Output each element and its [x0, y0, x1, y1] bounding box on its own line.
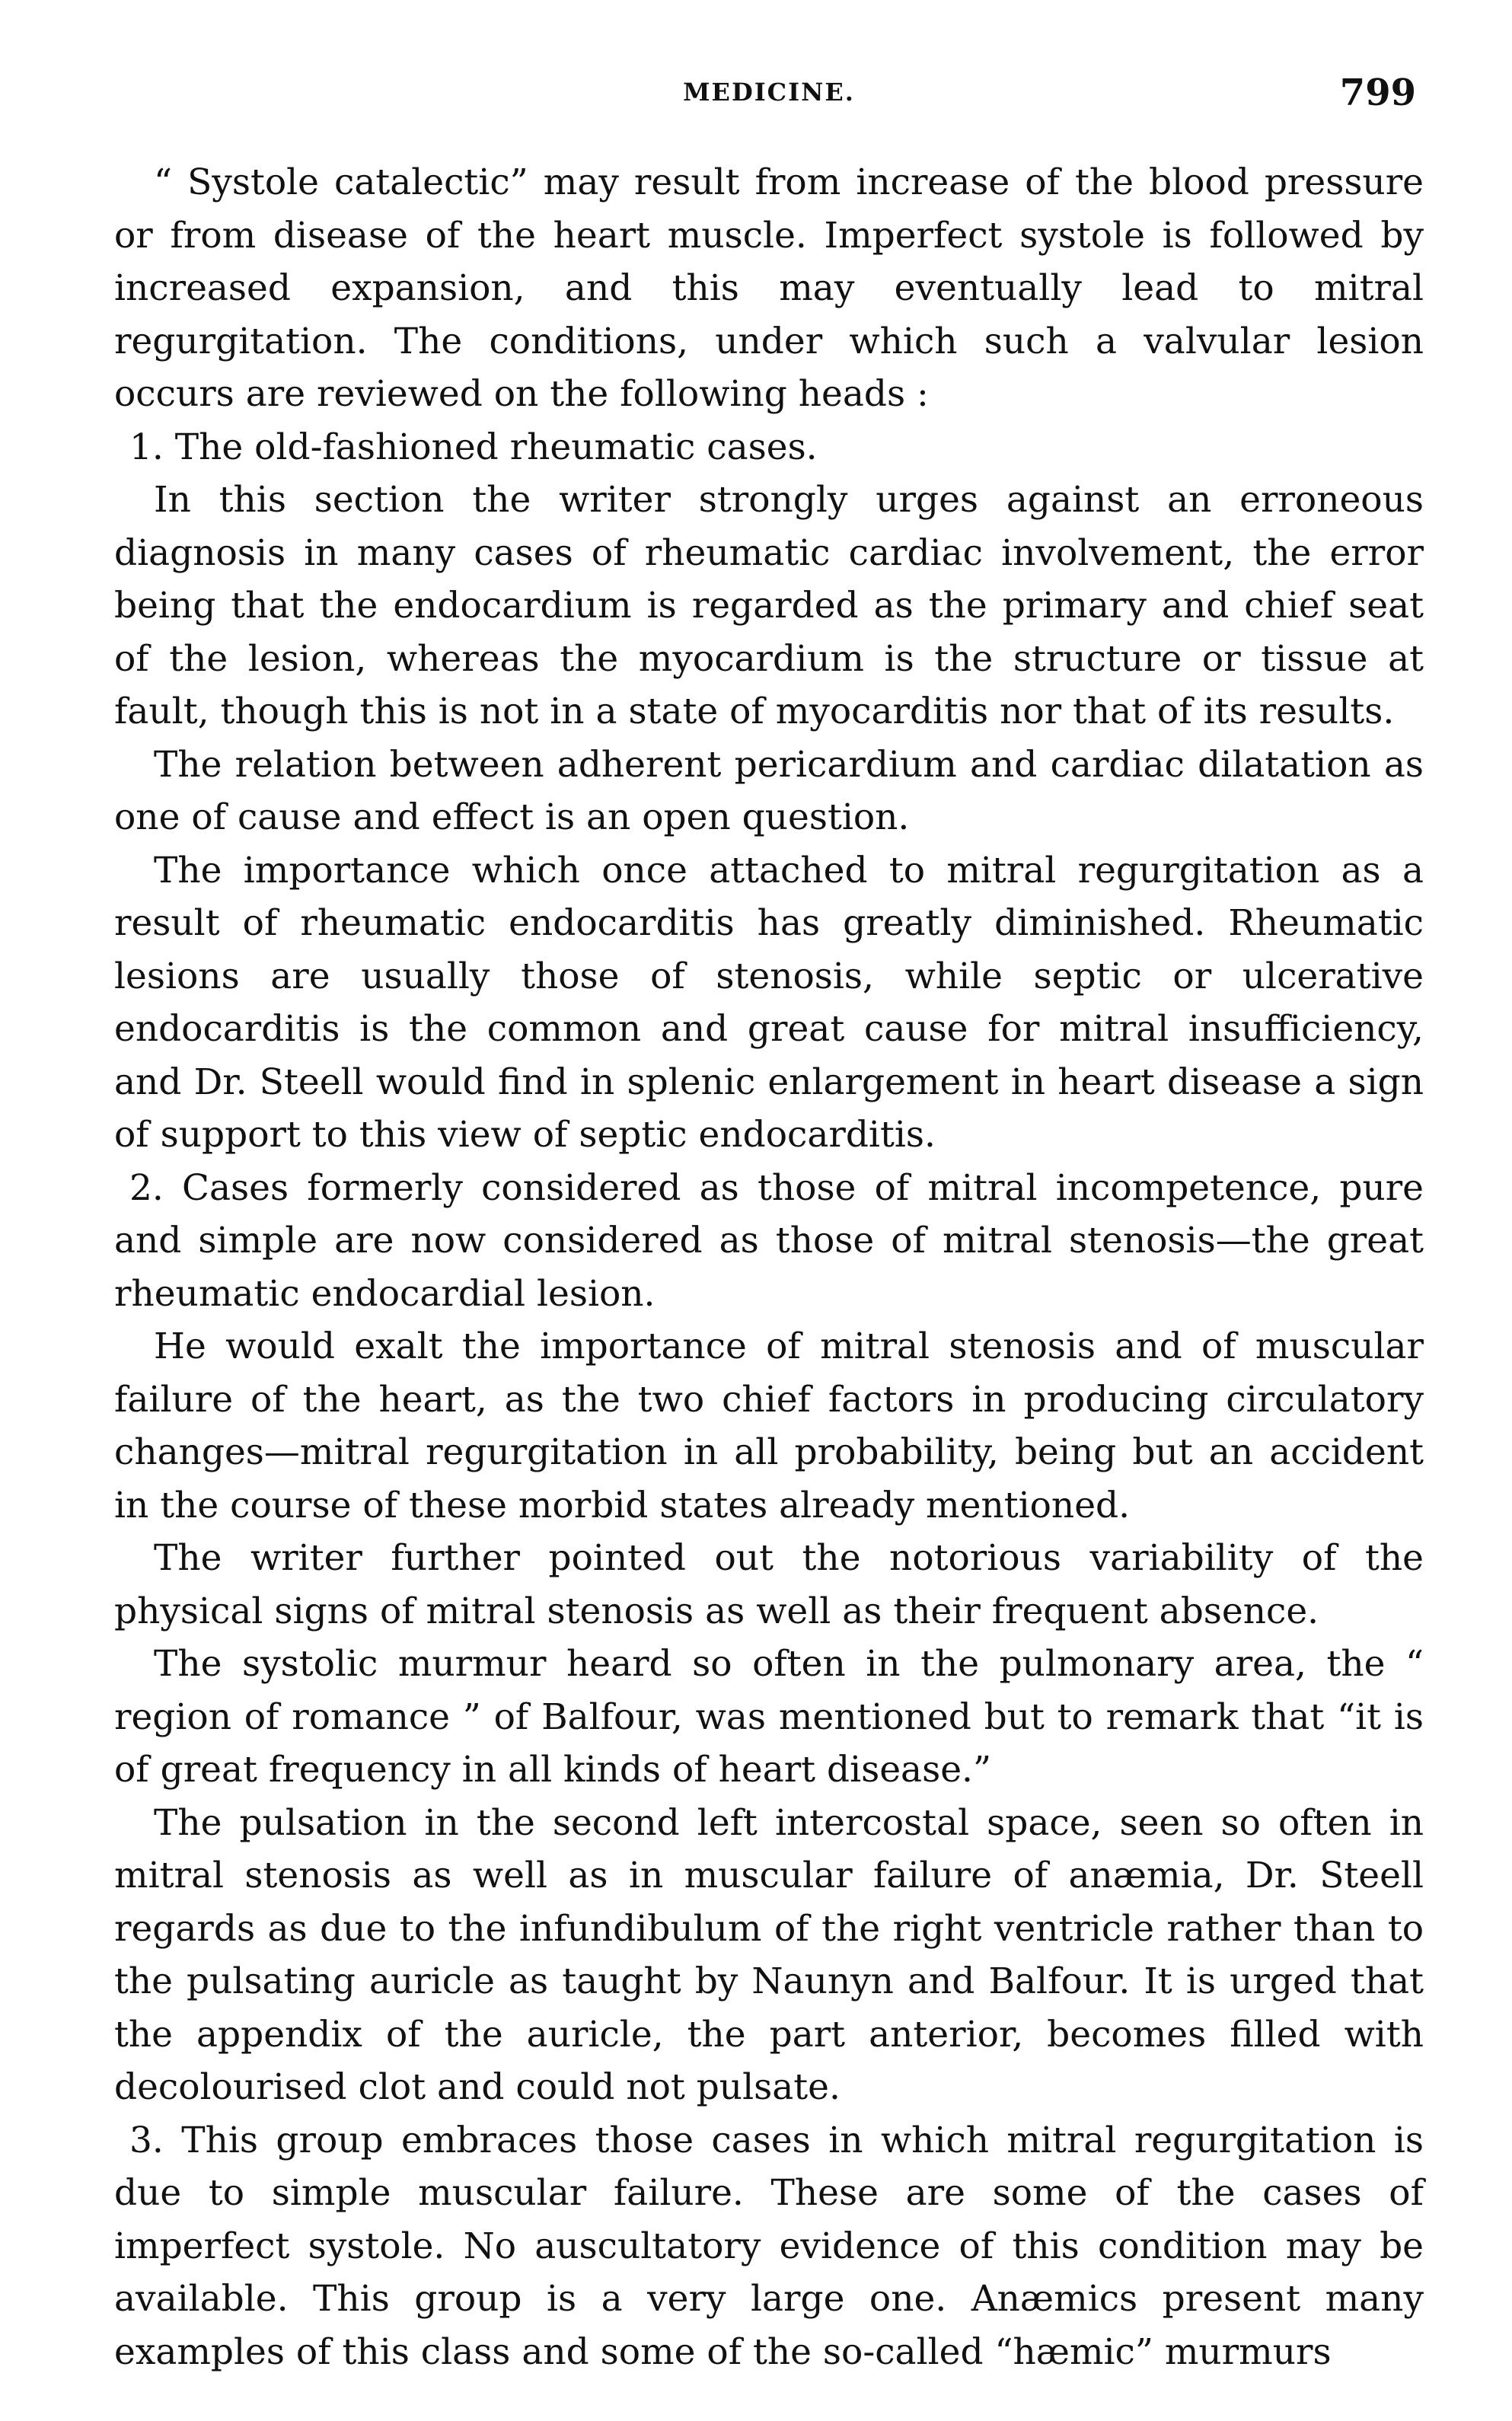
page-header	[114, 69, 1424, 122]
running-title: MEDICINE.	[683, 78, 855, 107]
page-number: 799	[1339, 72, 1416, 114]
paragraph-systole-catalectic: “ Systole catalectic” may result from increase of the blood pressure or from disease of the heart muscle. Imperfect systole is followed by increased expansion, and this may eventually lead to mitral regurgitation. The conditions, under which such a valvular lesion occurs are reviewed on the following heads :	[114, 161, 1424, 415]
list-heading-2: 2. Cases formerly considered as those of mitral incompetence, pure and simple are now considered as those of mitral stenosis—the great rheumatic endocardial lesion.	[114, 1166, 1424, 1315]
body-text	[114, 156, 1424, 2378]
list-heading-1: 1. The old-fashioned rheumatic cases.	[129, 426, 818, 468]
paragraph-physical-signs: The writer further pointed out the notorious variability of the physical signs of mitral stenosis as well as their frequent absence.	[114, 1537, 1424, 1632]
paragraph-pulsation: The pulsation in the second left intercostal space, seen so often in mitral stenosis as well as in muscular failure of anæmia, Dr. Steell regards as due to the infundibulum of the right ventricle rather than to the pulsating auricle as taught by Naunyn and Balfour. It is urged that the appendix of the auricle, the part anterior, becomes filled with decolourised clot and could not pulsate.	[114, 1801, 1424, 2108]
paragraph-adherent-pericardium: The relation between adherent pericardium and cardiac dilatation as one of cause and effect is an open question.	[114, 743, 1424, 838]
list-heading-3: 3. This group embraces those cases in which mitral regurgitation is due to simple muscular failure. These are some of the cases of imperfect systole. No auscultatory evidence of this condition may be available. This group is a very large one. Anæmics present many examples of this class and some of the so-called “hæmic” murmurs	[114, 2119, 1424, 2373]
paragraph-erroneous-diagnosis: In this section the writer strongly urges against an erroneous diagnosis in many cases of rheumatic cardiac involvement, the error being that the endocardium is regarded as the primary and chief seat of the lesion, whereas the myocardium is the structure or tissue at fault, though this is not in a state of myocarditis nor that of its results.	[114, 479, 1424, 732]
paragraph-rheumatic-endocarditis: The importance which once attached to mitral regurgitation as a result of rheumatic endocarditis has greatly diminished. Rheumatic lesions are usually those of stenosis, while septic or ulcerative endocarditis is the common and great cause for mitral insufficiency, and Dr. Steell would find in splenic enlargement in heart disease a sign of support to this view of septic endocarditis.	[114, 849, 1424, 1156]
paragraph-mitral-stenosis: He would exalt the importance of mitral stenosis and of muscular failure of the heart, as the two chief factors in producing circulatory changes—mitral regurgitation in all probability, being but an accident in the course of these morbid states already mentioned.	[114, 1325, 1424, 1526]
paragraph-systolic-murmur: The systolic murmur heard so often in the pulmonary area, the “ region of romance ” of Balfour, was mentioned but to remark that “it is of great frequency in all kinds of heart disease.”	[114, 1643, 1424, 1791]
book-page	[114, 69, 1424, 2378]
